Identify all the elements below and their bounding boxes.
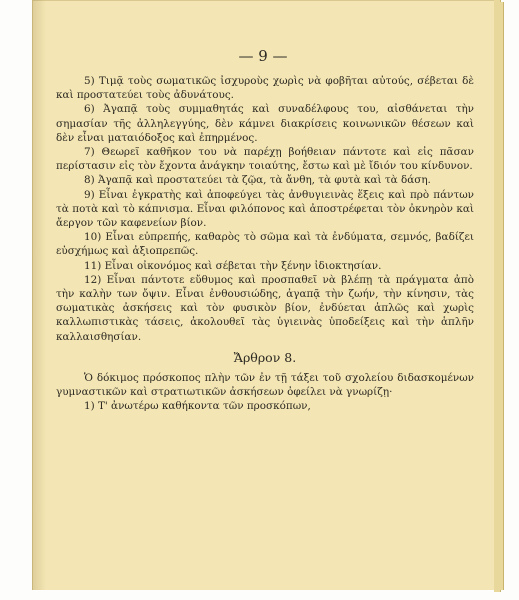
paragraph-8: 8) Ἀγαπᾷ καὶ προστατεύει τὰ ζῷα, τὰ ἄνθη, τὰ φυτὰ καὶ τὰ δάση. <box>84 174 431 187</box>
page-number: — 9 — <box>238 47 288 65</box>
article-intro-paragraph: Ὁ δόκιμος πρόσκοπος πλὴν τῶν ἐν τῇ τάξει τοῦ σχολείου διδασκομένων γυμναστικῶν καὶ στρατιωτικῶν ἀσκήσεων ὀφείλει νὰ γνωρίζῃ· <box>56 372 474 399</box>
paragraph-11: 11) Εἶναι οἰκονόμος καὶ σέβεται τὴν ξένην ἰδιοκτησίαν. <box>84 259 382 272</box>
page-edge <box>500 2 504 590</box>
paragraph-6: 6) Ἀγαπᾷ τοὺς συμμαθητάς καὶ συναδέλφους του, αἰσθάνεται τὴν σημασίαν τῆς ἀλληλεγγύης, δὲν κάμνει διακρίσεις κοινωνικῶν θέσεων καὶ δὲν εἶναι ματαιόδοξος καὶ ἐπηρμένος. <box>56 103 474 144</box>
paragraph-12: 12) Εἶναι πάντοτε εὔθυμος καὶ προσπαθεῖ νὰ βλέπῃ τὰ πράγματα ἀπὸ τὴν καλὴν των ὄψιν. Εἶναι ἐνθουσιώδης, ἀγαπᾷ τὴν ζωήν, τὴν κίνησιν, τὰς σωματικὰς ἀσκήσεις καὶ τὸν φυσικὸν βίον, ἐνδύεται ἁπλῶς καὶ χωρὶς καλλωπιστικὰς τάσεις, ἀκολουθεῖ τὰς ὑγιεινὰς ὑποδείξεις καὶ τὴν ἁπλῆν καλλαισθησίαν. <box>56 273 474 343</box>
paragraph-7: 7) Θεωρεῖ καθῆκον του νὰ παρέχῃ βοήθειαν πάντοτε καὶ εἰς πᾶσαν περίστασιν εἰς τὸν ἔχοντα ἀνάγκην τοιαύτης, ἔστω καὶ μὲ ἴδιόν του κίνδυνον. <box>56 146 474 173</box>
page-text <box>56 74 474 414</box>
article-heading: Ἄρθρον 8. <box>233 349 297 365</box>
paragraph-5: 5) Τιμᾷ τοὺς σωματικῶς ἰσχυροὺς χωρὶς νὰ φοβῆται αὐτούς, σέβεται δὲ καὶ προστατεύει τοὺς ἀδυνάτους. <box>56 75 474 102</box>
paragraph-10: 10) Εἶναι εὐπρεπής, καθαρὸς τὸ σῶμα καὶ τὰ ἐνδύματα, σεμνός, βαδίζει εὐσχήμως καὶ ἀξιοπρεπῶς. <box>56 231 474 258</box>
paragraph-9: 9) Εἶναι ἐγκρατὴς καὶ ἀποφεύγει τὰς ἀνθυγιεινὰς ἕξεις καὶ πρὸ πάντων τὰ ποτὰ καὶ τὸ κάπνισμα. Εἶναι φιλόπονος καὶ ἀποστρέφεται τὸν ὀκνηρὸν καὶ ἄεργον τῶν καφενείων βίον. <box>56 188 474 230</box>
booklet-page <box>32 0 494 590</box>
article-item-1: 1) Τ' ἀνωτέρω καθήκοντα τῶν προσκόπων, <box>84 400 311 413</box>
